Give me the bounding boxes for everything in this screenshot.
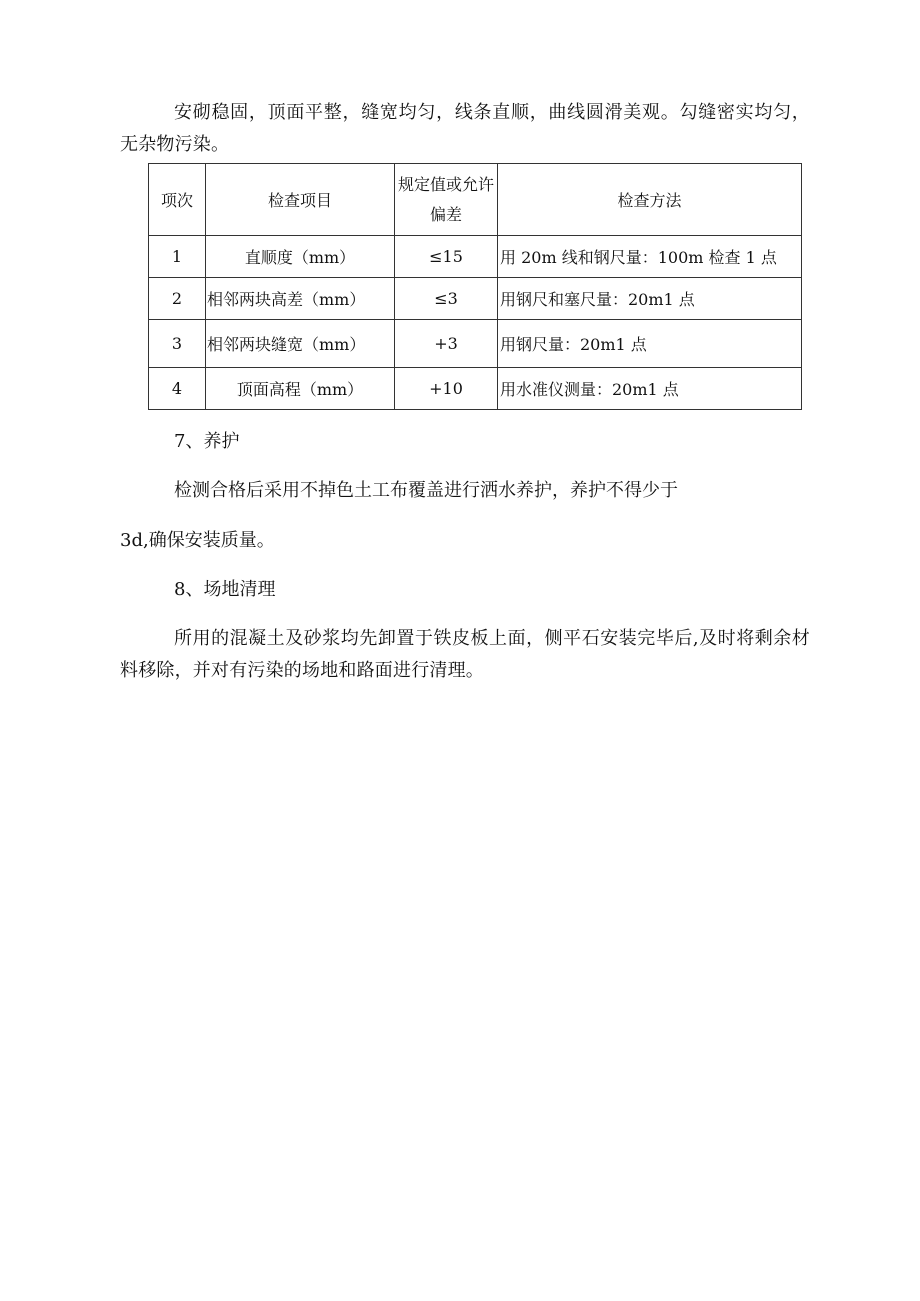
row-index: 3 <box>149 320 206 368</box>
table-row <box>149 320 802 368</box>
section-7-line-2: 3d,确保安装质量。 <box>120 530 275 551</box>
section-7-heading: 7、养护 <box>174 431 240 452</box>
row-method: 用钢尺量：20m1 点 <box>498 320 802 368</box>
intro-paragraph: 安砌稳固，顶面平整，缝宽均匀，线条直顺，曲线圆滑美观。勾缝密实均匀，无杂物污染。 <box>120 102 810 155</box>
row-item: 相邻两块缝宽（mm） <box>206 320 395 368</box>
row-method: 用 20m 线和钢尺量：100m 检查 1 点 <box>498 236 802 278</box>
header-tolerance: 规定值或允许偏差 <box>395 164 498 236</box>
section-8-heading: 8、场地清理 <box>174 579 276 600</box>
inspection-table <box>148 163 802 410</box>
table-header-row <box>149 164 802 236</box>
row-item: 顶面高程（mm） <box>206 368 395 410</box>
table-row <box>149 278 802 320</box>
row-method: 用水准仪测量：20m1 点 <box>498 368 802 410</box>
row-index: 4 <box>149 368 206 410</box>
table-row <box>149 368 802 410</box>
row-tolerance: +10 <box>395 368 498 410</box>
header-index: 项次 <box>149 164 206 236</box>
row-index: 1 <box>149 236 206 278</box>
section-7-line-1: 检测合格后采用不掉色土工布覆盖进行洒水养护，养护不得少于 <box>174 480 678 501</box>
row-tolerance: ≤15 <box>395 236 498 278</box>
row-item: 相邻两块高差（mm） <box>206 278 395 320</box>
row-tolerance: +3 <box>395 320 498 368</box>
row-item: 直顺度（mm） <box>206 236 395 278</box>
section-8-paragraph: 所用的混凝土及砂浆均先卸置于铁皮板上面，侧平石安装完毕后,及时将剩余材料移除，并对有污染的场地和路面进行清理。 <box>120 628 810 681</box>
row-index: 2 <box>149 278 206 320</box>
header-item: 检查项目 <box>206 164 395 236</box>
table-row <box>149 236 802 278</box>
header-method: 检查方法 <box>498 164 802 236</box>
row-tolerance: ≤3 <box>395 278 498 320</box>
row-method: 用钢尺和塞尺量：20m1 点 <box>498 278 802 320</box>
